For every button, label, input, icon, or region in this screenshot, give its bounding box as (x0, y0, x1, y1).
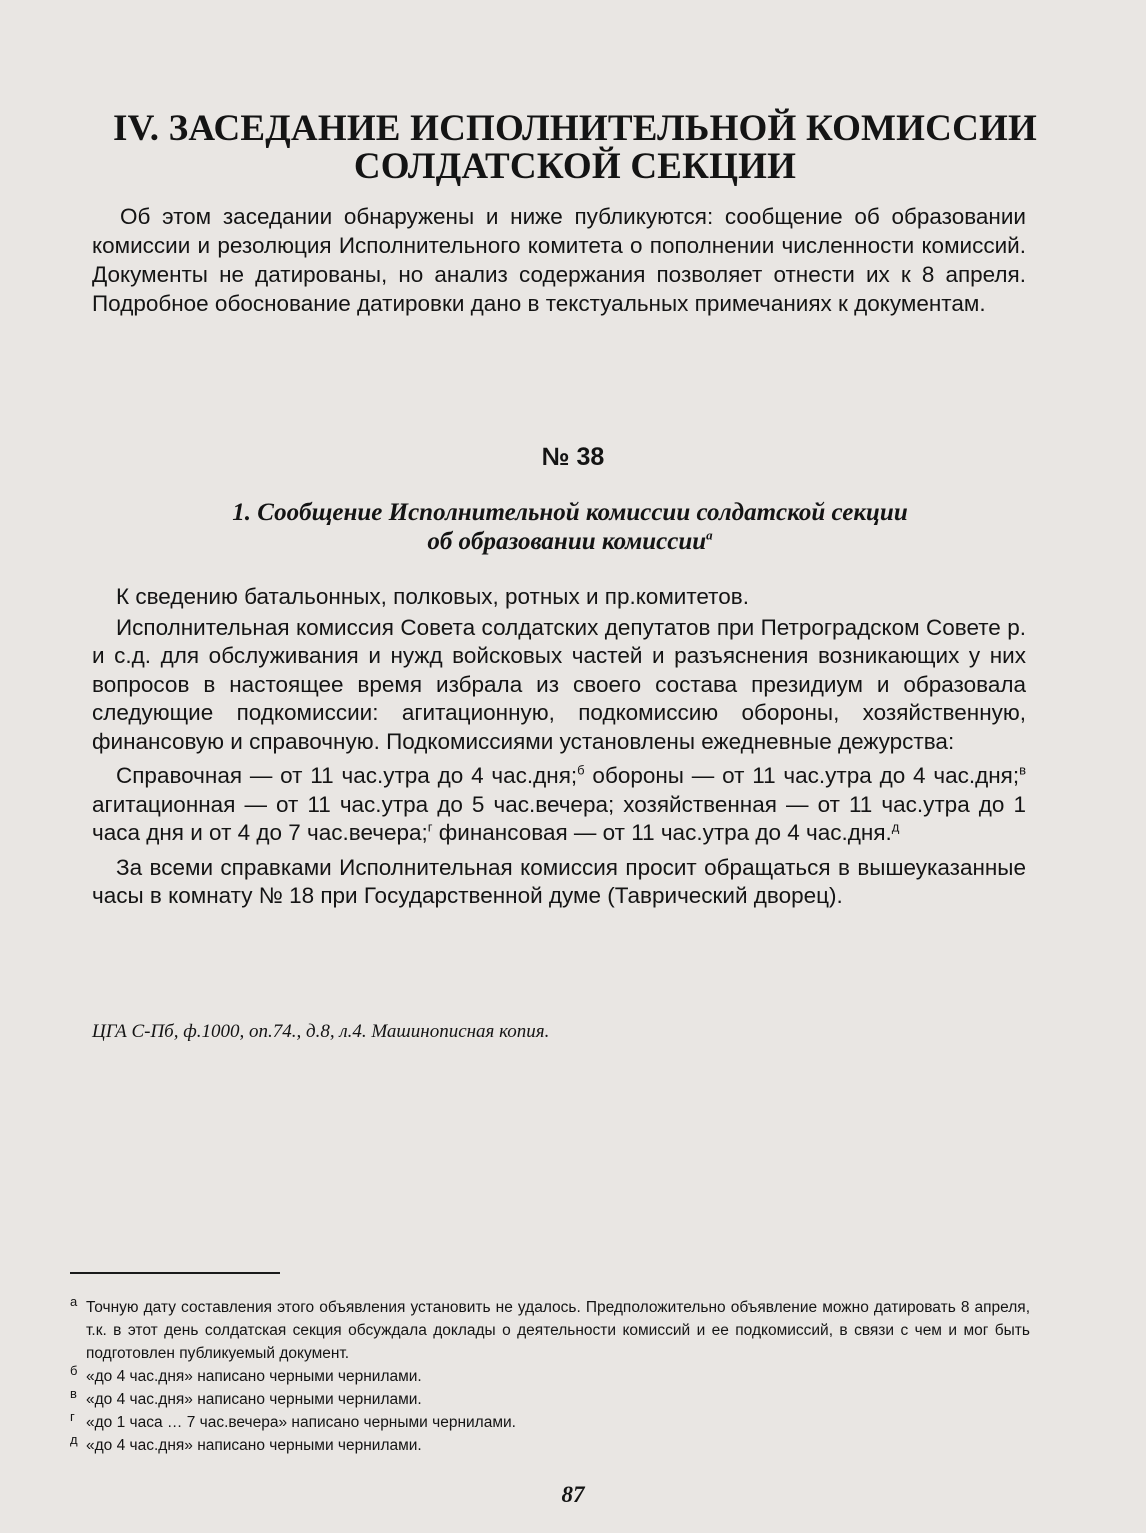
document-number: № 38 (541, 443, 605, 471)
footnote-item (70, 1296, 1030, 1365)
schedule-agitation-economy: агитационная — от 11 час.утра до 5 час.вечера; хозяйственная — от 11 час.утра до 1 часа дня и от 4 до 7 час.вечера; (92, 791, 1026, 845)
footnote-mark: а (70, 1294, 78, 1309)
footnote-mark: б (70, 1363, 78, 1378)
footnote-text: Точную дату составления этого объявления установить не удалось. Предположительно объявление можно датировать 8 апреля, т.к. в этот день солдатская секция обсуждала доклады о деятельности комиссий и ее подкомиссий, в связи с чем и мог быть подготовлен публикуемый документ. (86, 1299, 1030, 1362)
footnote-divider (70, 1272, 280, 1274)
body-paragraph-contact: За всеми справками Исполнительная комиссия просит обращаться в вышеуказанные часы в комнату № 18 при Государственной думе (Таврический дворец). (92, 854, 1026, 908)
footnote-item (70, 1365, 1030, 1388)
footnote-item (70, 1411, 1030, 1434)
footnote-ref-v: в (1019, 762, 1026, 778)
section-title (70, 110, 1080, 186)
intro-paragraph (92, 202, 1026, 318)
page-number: 87 (561, 1482, 585, 1507)
schedule-defense: обороны — от 11 час.утра до 4 час.дня; (584, 763, 1020, 788)
section-title-line-2: СОЛДАТСКОЙ СЕКЦИИ (353, 146, 797, 187)
footnote-text: «до 4 час.дня» написано черными чернилами. (86, 1368, 422, 1385)
schedule-finance: финансовая — от 11 час.утра до 4 час.дня. (432, 820, 892, 845)
subtitle-line-2-text: об образовании комиссии (427, 528, 707, 555)
footnote-ref-g: г (427, 819, 433, 835)
body-paragraph-addressees: К сведению батальонных, полковых, ротных и пр.комитетов. (116, 584, 749, 609)
body-paragraph-commission: Исполнительная комиссия Совета солдатских депутатов при Петроградском Совете р. и с.д. для обслуживания и нужд войсковых частей и разъяснения возникающих у них вопросов в настоящее время избрала из своего состава президиум и образовала следующие подкомиссии: агитационную, подкомиссию обороны, хозяйственную, финансовую и справочную. Подкомиссиями установлены ежедневные дежурства: (92, 614, 1026, 754)
document-subtitle (120, 498, 1020, 556)
schedule-reference: Справочная — от 11 час.утра до 4 час.дня; (116, 763, 578, 788)
footnote-item (70, 1388, 1030, 1411)
footnote-ref-d: д (891, 819, 900, 835)
body-paragraph-schedule (92, 762, 1026, 848)
footnotes (70, 1296, 1030, 1457)
document-body (92, 583, 1026, 917)
footnote-mark: в (70, 1386, 77, 1401)
subtitle-line-1: 1. Сообщение Исполнительной комиссии солдатской секции (232, 499, 908, 526)
subtitle-line-2 (120, 527, 1020, 556)
footnote-ref-a: а (706, 527, 713, 543)
footnote-text: «до 4 час.дня» написано черными чернилами. (86, 1391, 422, 1408)
footnote-item (70, 1434, 1030, 1457)
footnote-text: «до 1 часа … 7 час.вечера» написано черными чернилами. (86, 1414, 516, 1431)
section-title-line-1: IV. ЗАСЕДАНИЕ ИСПОЛНИТЕЛЬНОЙ КОМИССИИ (113, 108, 1037, 149)
footnote-text: «до 4 час.дня» написано черными чернилами. (86, 1437, 422, 1454)
footnote-ref-b: б (577, 762, 585, 778)
footnote-mark: д (70, 1432, 78, 1447)
archive-source: ЦГА С-Пб, ф.1000, оп.74., д.8, л.4. Машинописная копия. (92, 1021, 550, 1042)
footnote-mark: г (70, 1409, 75, 1424)
intro-text: Об этом заседании обнаружены и ниже публикуются: сообщение об образовании комиссии и резолюция Исполнительного комитета о пополнении численности комиссий. Документы не датированы, но анализ содержания позволяет отнести их к 8 апреля. Подробное обоснование датировки дано в текстуальных примечаниях к документам. (92, 204, 1026, 316)
